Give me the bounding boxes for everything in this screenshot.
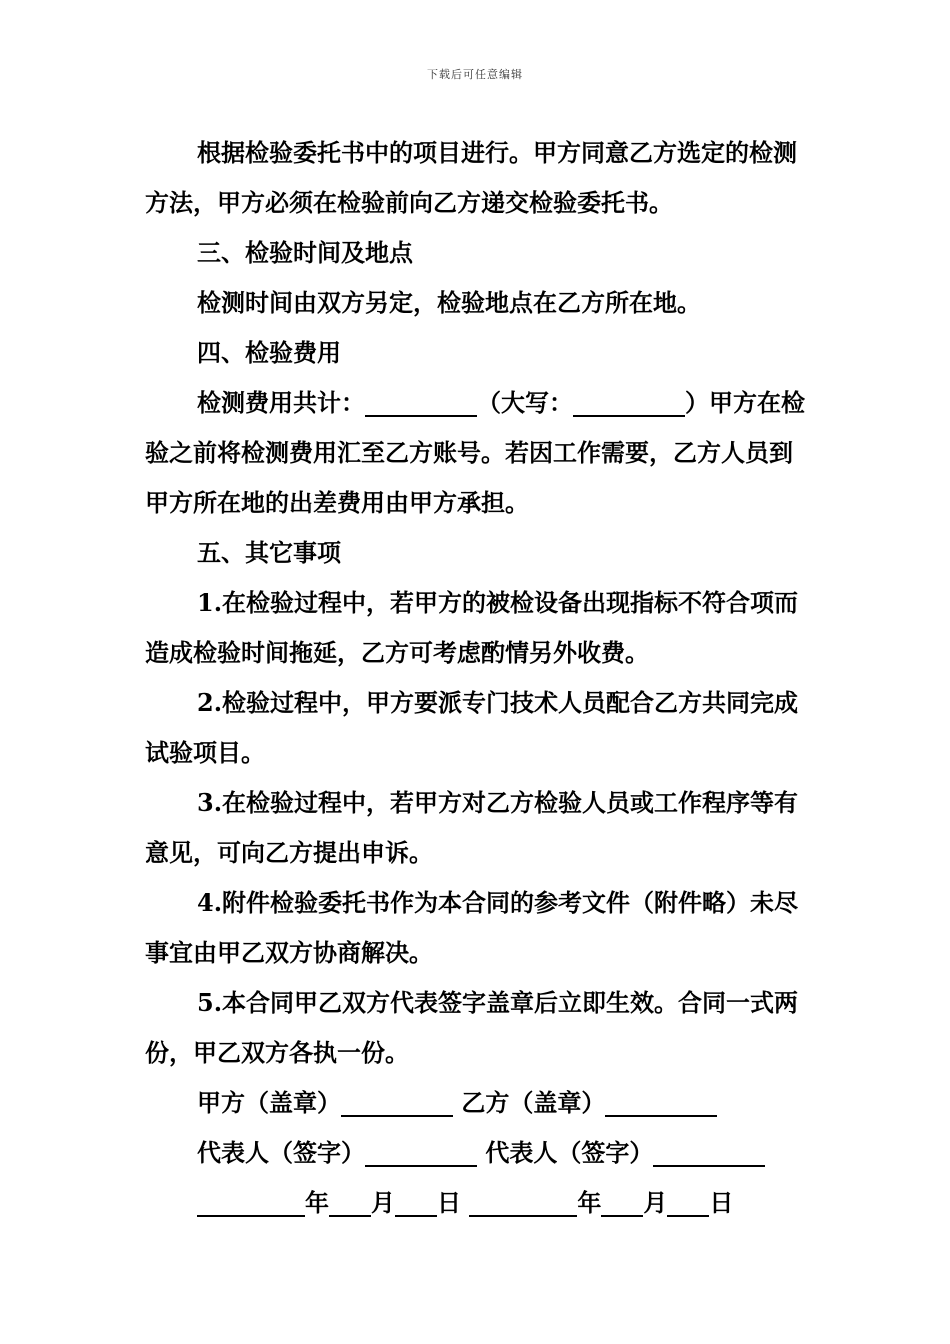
contract-body <box>145 128 810 1228</box>
rep-b-sign-label: 代表人（签字） <box>485 1138 654 1167</box>
paragraph-test-method: 根据检验委托书中的项目进行。甲方同意乙方选定的检测方法，甲方必须在检验前向乙方递交检验委托书。 <box>145 138 797 217</box>
clause-1: 1.在检验过程中，若甲方的被检设备出现指标不符合项而造成检验时间拖延，乙方可考虑酌情另外收费。 <box>145 588 799 667</box>
rep-b-sign-blank <box>653 1137 765 1167</box>
date-a-day-blank <box>395 1187 437 1217</box>
fee-prefix-text: 检测费用共计： <box>197 388 365 417</box>
fee-suffix-text: ）甲方在检验之前将检测费用汇至乙方账号。若因工作需要，乙方人员到甲方所在地的出差费用由甲方承担。 <box>145 388 805 517</box>
date-b-day-label: 日 <box>709 1188 734 1217</box>
party-a-seal-blank <box>341 1087 453 1117</box>
section-heading-fees: 四、检验费用 <box>197 338 341 367</box>
fee-uppercase-label: （大写： <box>477 388 573 417</box>
section-heading-time-place: 三、检验时间及地点 <box>197 238 413 267</box>
header-note: 下载后可任意编辑 <box>427 68 523 81</box>
paragraph-fees <box>145 378 810 528</box>
date-b-year-label: 年 <box>577 1188 602 1217</box>
rep-a-sign-label: 代表人（签字） <box>197 1138 365 1167</box>
signature-line <box>145 1128 810 1178</box>
date-a-year-label: 年 <box>305 1188 329 1217</box>
date-b-day-blank <box>667 1187 709 1217</box>
date-b-month-label: 月 <box>643 1188 668 1217</box>
date-b-year-blank <box>469 1187 577 1217</box>
section-heading-other: 五、其它事项 <box>197 538 341 567</box>
paragraph-time-place: 检测时间由双方另定，检验地点在乙方所在地。 <box>197 288 701 317</box>
date-a-month-blank <box>329 1187 371 1217</box>
date-line <box>145 1178 810 1228</box>
seal-line <box>145 1078 810 1128</box>
rep-a-sign-blank <box>365 1137 477 1167</box>
party-b-seal-label: 乙方（盖章） <box>461 1088 606 1117</box>
clause-5: 5.本合同甲乙双方代表签字盖章后立即生效。合同一式两份，甲乙双方各执一份。 <box>145 988 799 1067</box>
fee-amount-blank <box>365 387 477 417</box>
party-b-seal-blank <box>605 1087 717 1117</box>
clause-3: 3.在检验过程中，若甲方对乙方检验人员或工作程序等有意见，可向乙方提出申诉。 <box>145 788 799 867</box>
clause-4: 4.附件检验委托书作为本合同的参考文件（附件略）未尽事宜由甲乙双方协商解决。 <box>145 888 799 967</box>
clause-2: 2.检验过程中，甲方要派专门技术人员配合乙方共同完成试验项目。 <box>145 688 799 767</box>
date-a-month-label: 月 <box>371 1188 395 1217</box>
fee-uppercase-blank <box>573 387 685 417</box>
date-a-day-label: 日 <box>437 1188 461 1217</box>
date-b-month-blank <box>601 1187 643 1217</box>
date-a-year-blank <box>197 1187 305 1217</box>
party-a-seal-label: 甲方（盖章） <box>197 1088 341 1117</box>
